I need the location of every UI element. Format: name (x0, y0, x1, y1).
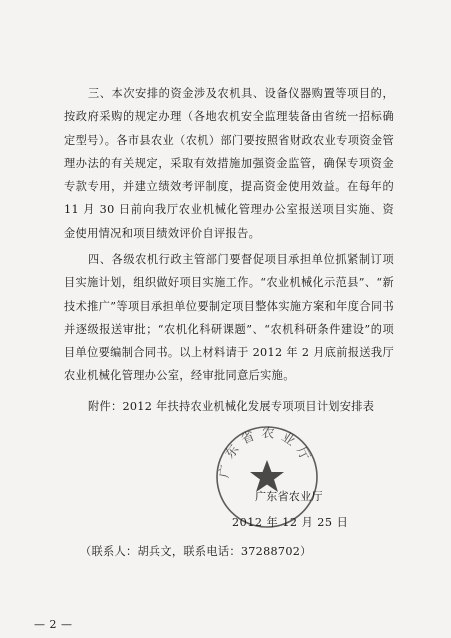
seal-text: 广东省农业厅 (217, 425, 316, 480)
body-paragraph-3: 三、本次安排的资金涉及农机具、设备仪器购置等项目的，按政府采购的规定办理（各地农机安全监理装备由省统一招标确定型号）。各市县农业（农机）部门要按照省财政农业专项资金管理办法的有关规定，采取有效措施加强资金监管，确保专项资金专款专用，并建立绩效考评制度，提高资金使用效益。在每年的 11 月 30 日前向我厅农业机械化管理办公室报送项目实施、资金使用情况和项目绩效评价自评报告。 (64, 87, 394, 240)
issuing-organization: 广东省农业厅 (255, 490, 323, 503)
page-number: — 2 — (34, 618, 73, 631)
attachment-line: 附件：2012 年扶持农业机械化发展专项项目计划安排表 (88, 400, 375, 413)
body-paragraph-4: 四、各级农机行政主管部门要督促项目承担单位抓紧制订项目实施计划，组织做好项目实施工作。“农业机械化示范县”、“新技术推广”等项目承担单位要制定项目整体实施方案和年度合同书并逐级报送审批；“农机化科研课题”、“农机科研条件建设”的项目单位要编制合同书。以上材料请于 2012 年 2 月底前报送我厅农业机械化管理办公室，经审批同意后实施。 (64, 253, 394, 383)
contact-info: （联系人：胡兵文，联系电话：37288702） (80, 545, 312, 558)
issue-date: 2012 年 12 月 25 日 (232, 516, 349, 529)
